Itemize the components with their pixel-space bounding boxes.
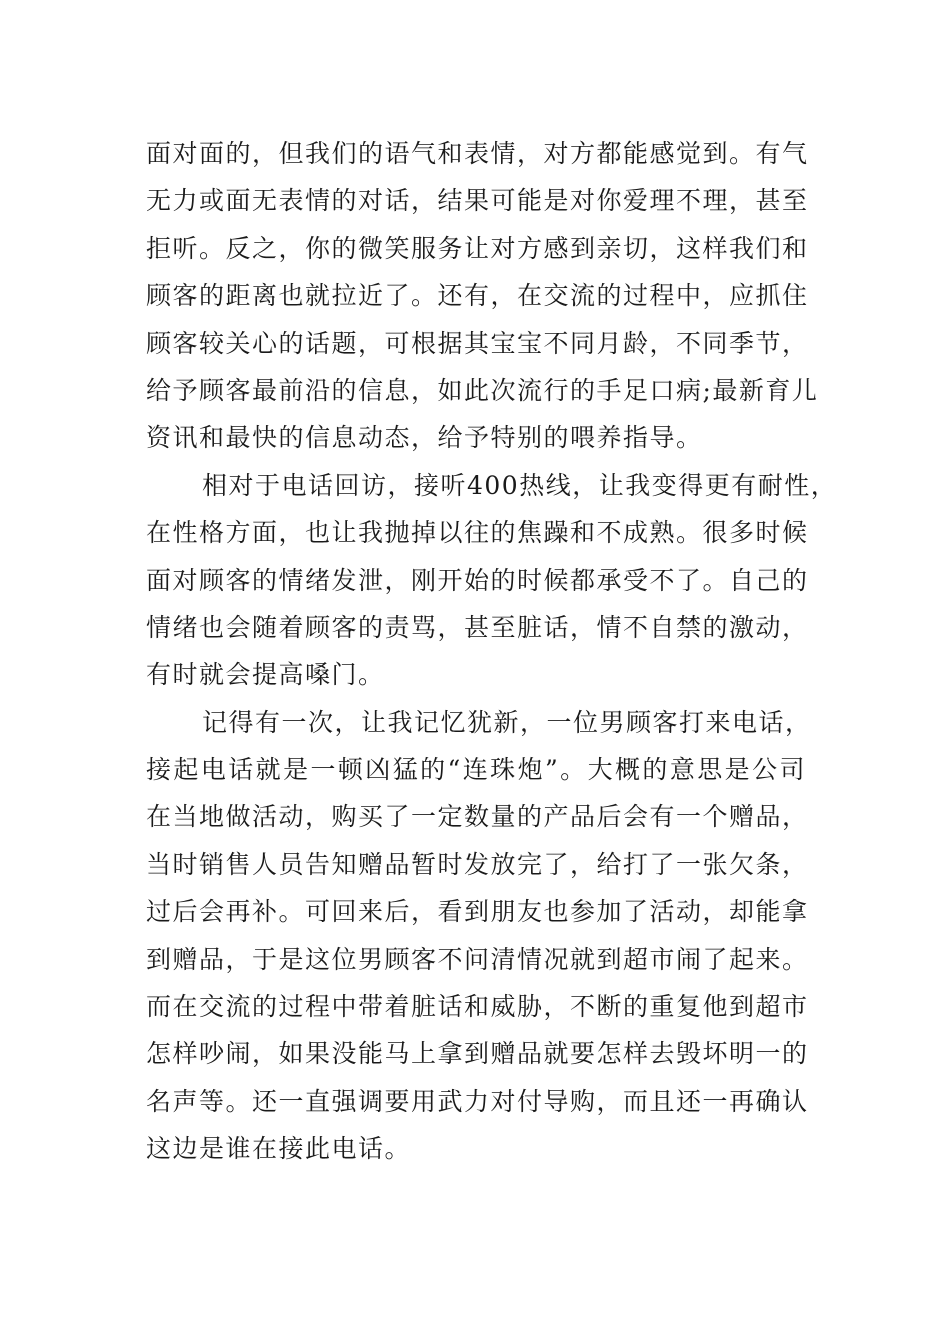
text-line: 给予顾客最前沿的信息，如此次流行的手足口病;最新育儿 xyxy=(146,375,819,405)
text-line: 在当地做活动，购买了一定数量的产品后会有一个赠品， xyxy=(146,802,809,832)
text-line: 情绪也会随着顾客的责骂，甚至脏话，情不自禁的激动， xyxy=(146,612,809,642)
text-line: 顾客较关心的话题，可根据其宝宝不同月龄，不同季节， xyxy=(146,328,809,358)
text-line: 接起电话就是一顿凶猛的“连珠炮”。大概的意思是公司 xyxy=(146,755,806,785)
paragraph-3 xyxy=(146,699,812,1173)
text-line: 面对面的，但我们的语气和表情，对方都能感觉到。有气 xyxy=(146,139,809,168)
text-line: 过后会再补。可回来后，看到朋友也参加了活动，却能拿 xyxy=(146,897,809,927)
paragraph-2 xyxy=(146,462,838,699)
text-line: 在性格方面，也让我抛掉以往的焦躁和不成熟。很多时候 xyxy=(146,518,809,548)
text-line: 当时销售人员告知赠品暂时发放完了，给打了一张欠条， xyxy=(146,849,809,879)
text-line: 这边是谁在接此电话。 xyxy=(146,1134,412,1164)
text-line: 相对于电话回访，接听400热线，让我变得更有耐性， xyxy=(202,470,838,500)
text-line: 有时就会提高嗓门。 xyxy=(146,660,385,690)
text-line: 资讯和最快的信息动态，给予特别的喂养指导。 xyxy=(146,423,703,453)
text-line: 记得有一次，让我记忆犹新，一位男顾客打来电话， xyxy=(202,707,812,737)
text-line: 名声等。还一直强调要用武力对付导购，而且还一再确认 xyxy=(146,1086,809,1116)
text-line: 无力或面无表情的对话，结果可能是对你爱理不理，甚至 xyxy=(146,186,809,216)
text-line: 怎样吵闹，如果没能马上拿到赠品就要怎样去毁坏明一的 xyxy=(146,1039,809,1069)
text-line: 拒听。反之，你的微笑服务让对方感到亲切，这样我们和 xyxy=(146,233,809,263)
text-line: 到赠品，于是这位男顾客不问清情况就到超市闹了起来。 xyxy=(146,944,809,974)
text-line: 面对顾客的情绪发泄，刚开始的时候都承受不了。自己的 xyxy=(146,565,809,595)
document-body xyxy=(146,130,838,1173)
paragraph-1 xyxy=(146,130,819,462)
text-line: 顾客的距离也就拉近了。还有，在交流的过程中，应抓住 xyxy=(146,281,809,311)
text-line: 而在交流的过程中带着脏话和威胁，不断的重复他到超市 xyxy=(146,992,809,1022)
